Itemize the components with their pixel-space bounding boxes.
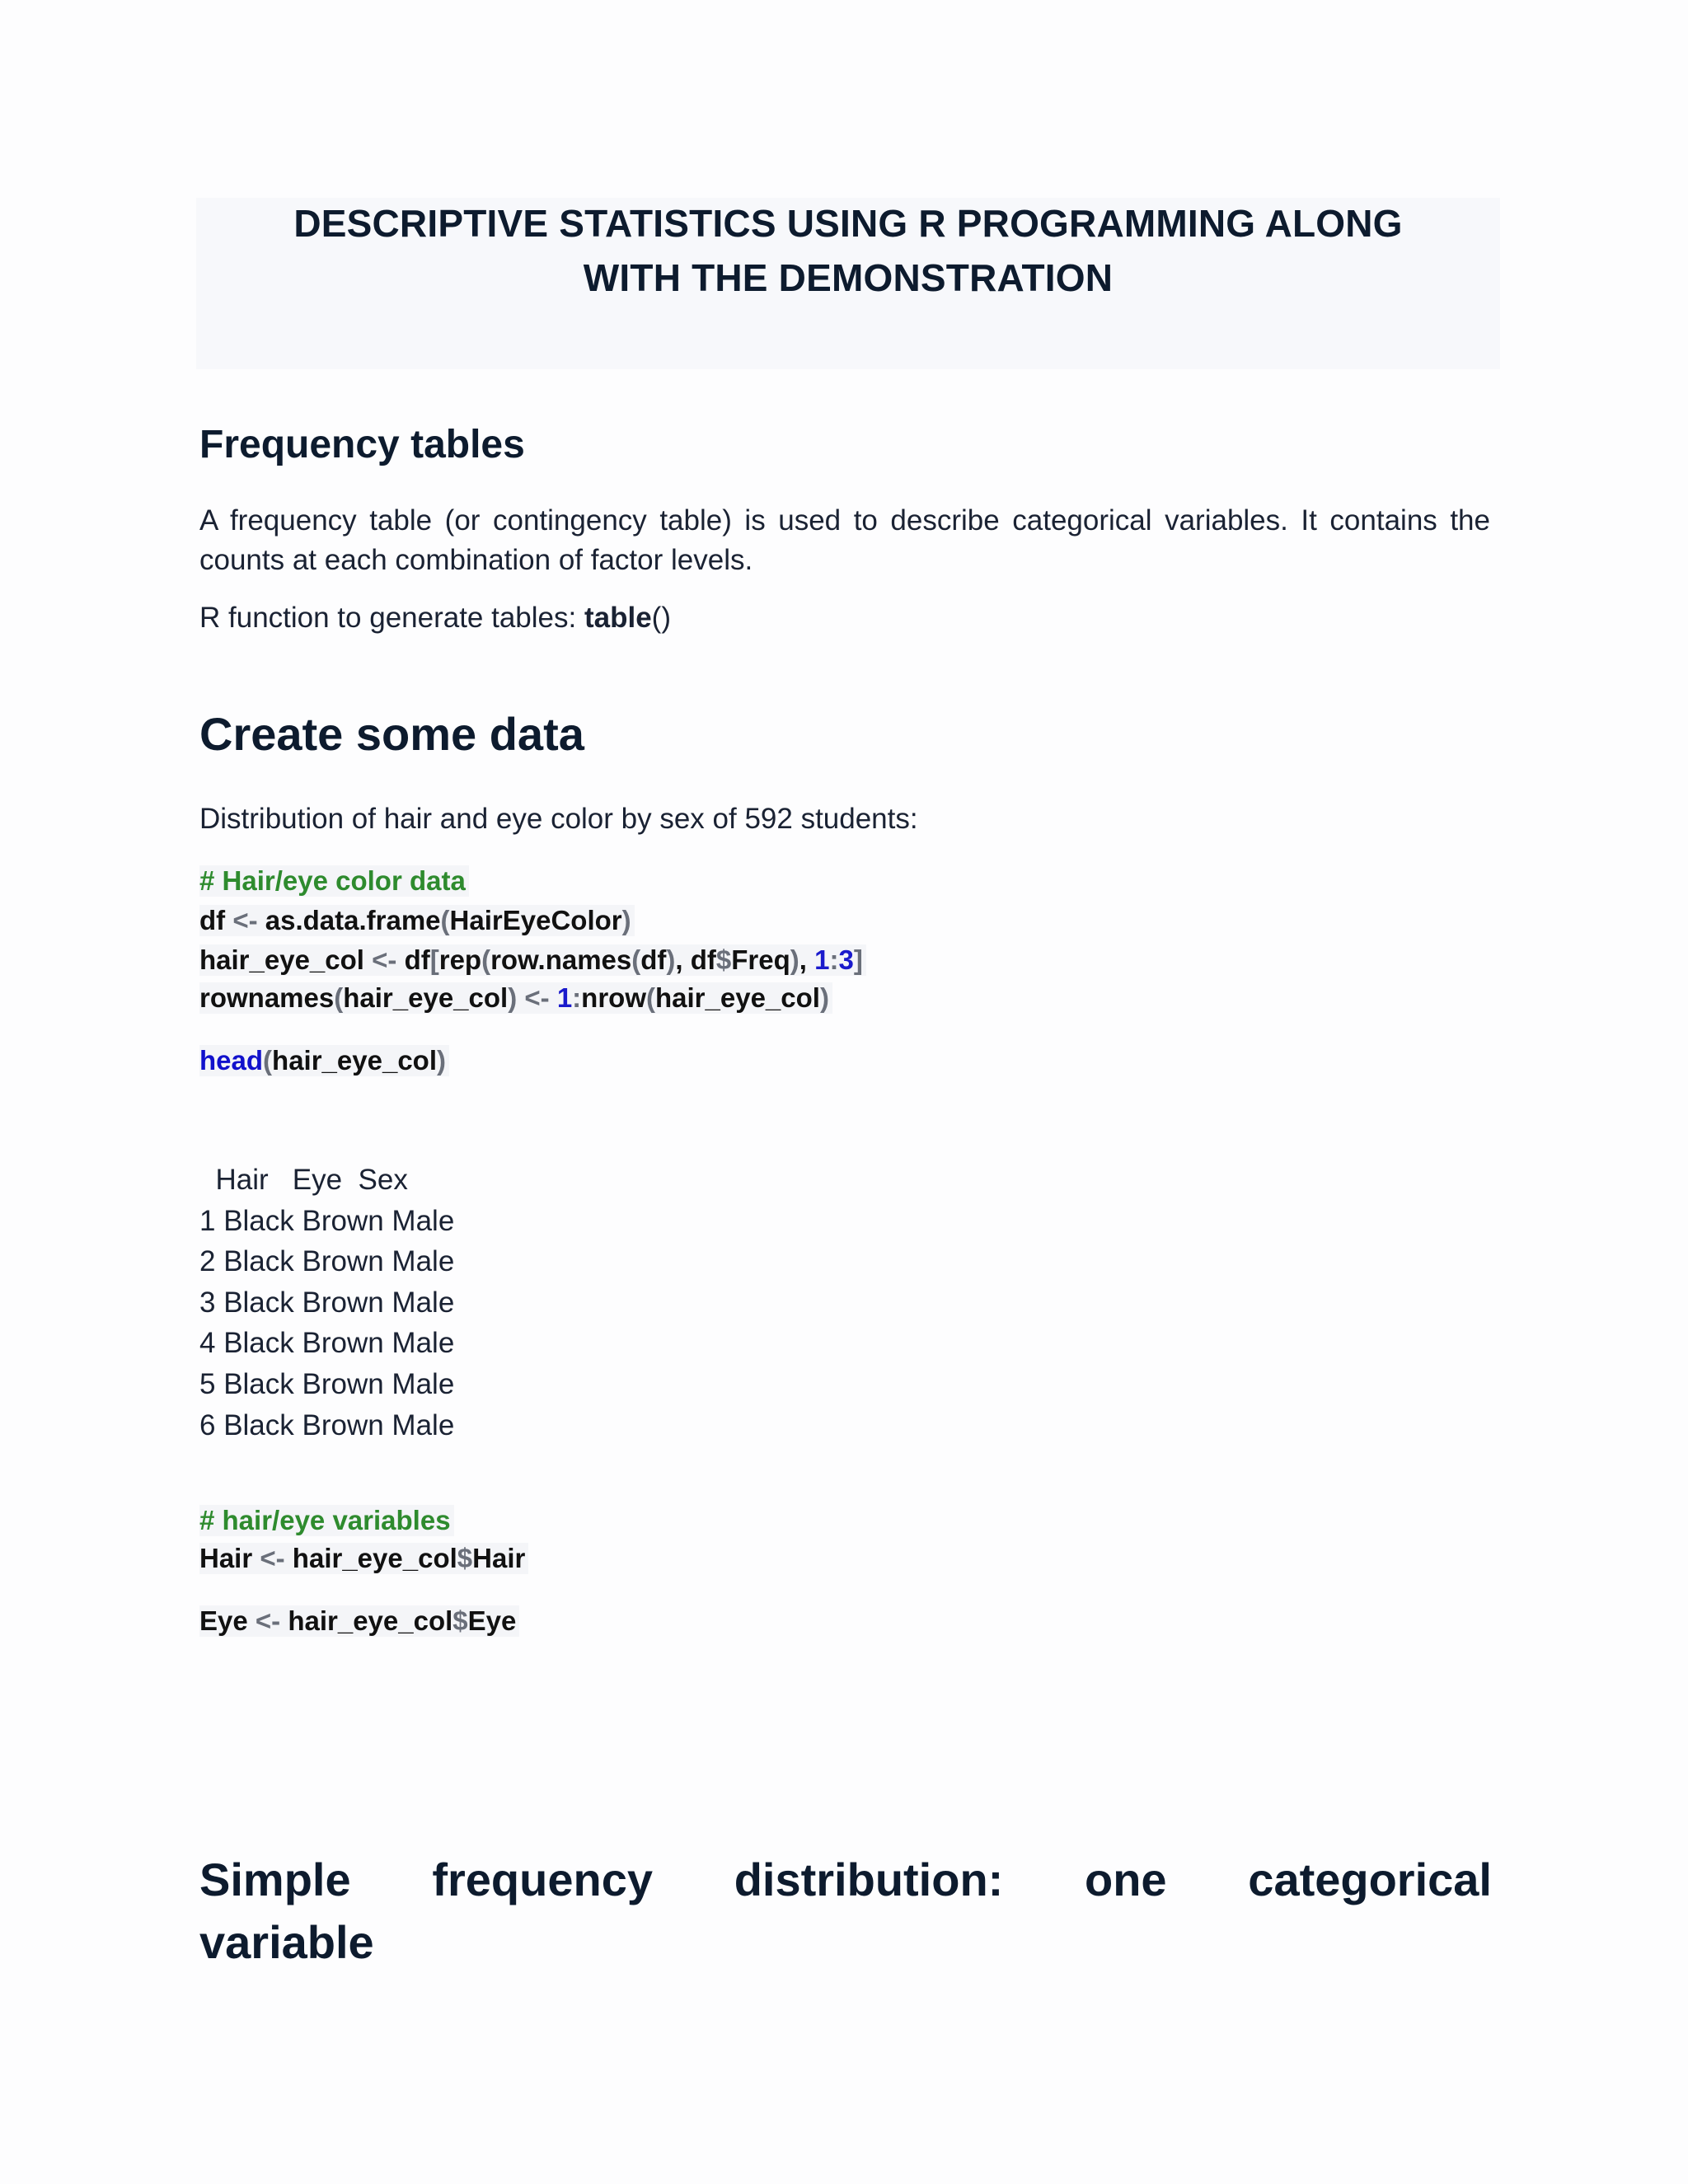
data-intro-text: Distribution of hair and eye color by sex of 592 students: <box>199 803 918 835</box>
code-line-head: head(hair_eye_col) <box>199 1045 449 1076</box>
output-header: Hair Eye Sex <box>199 1164 408 1196</box>
code-line-hair-eye-col: hair_eye_col <- df[rep(row.names(df), df$Freq), 1:3] <box>199 944 866 976</box>
code-comment: # Hair/eye color data <box>199 865 466 896</box>
output-row: 3 Black Brown Male <box>199 1286 455 1319</box>
heading-word: frequency <box>432 1854 653 1905</box>
heading-word: one <box>1085 1854 1167 1905</box>
output-row: 5 Black Brown Male <box>199 1368 455 1400</box>
table-function-name: table <box>584 602 652 634</box>
title-box <box>196 198 1500 369</box>
table-function-prefix: R function to generate tables: <box>199 602 584 634</box>
code-line-hair: Hair <- hair_eye_col$Hair <box>199 1543 528 1574</box>
heading-word: distribution: <box>734 1854 1004 1905</box>
heading-word: Simple <box>199 1854 351 1905</box>
table-function-line <box>199 602 671 635</box>
output-row: 1 Black Brown Male <box>199 1205 455 1237</box>
heading-word: variable <box>199 1916 374 1968</box>
title-line-2: WITH THE DEMONSTRATION <box>583 256 1114 299</box>
output-row: 4 Black Brown Male <box>199 1327 455 1359</box>
heading-frequency-tables: Frequency tables <box>199 423 525 466</box>
table-function-suffix: () <box>651 602 671 634</box>
code-line-rownames: rownames(hair_eye_col) <- 1:nrow(hair_eye_col) <box>199 982 832 1014</box>
code-line-df: df <- as.data.frame(HairEyeColor) <box>199 905 635 936</box>
heading-word: categorical <box>1248 1854 1492 1905</box>
code-comment-hair-eye-data <box>199 865 469 897</box>
code-line-eye: Eye <- hair_eye_col$Eye <box>199 1605 519 1637</box>
heading-line-1 <box>199 1853 1492 1906</box>
output-row: 6 Black Brown Male <box>199 1409 455 1441</box>
code-comment: # hair/eye variables <box>199 1505 451 1535</box>
output-row: 2 Black Brown Male <box>199 1245 455 1277</box>
heading-create-some-data: Create some data <box>199 708 584 760</box>
frequency-table-paragraph: A frequency table (or contingency table) is used to describe categorical variables. It contains the counts at each combination of factor levels. <box>199 504 1490 576</box>
heading-line-2 <box>199 1915 1492 1969</box>
code-comment-hair-eye-variables <box>199 1505 454 1536</box>
title-line-1: DESCRIPTIVE STATISTICS USING R PROGRAMMING ALONG <box>293 202 1403 245</box>
code-keyword-head: head <box>199 1045 264 1076</box>
